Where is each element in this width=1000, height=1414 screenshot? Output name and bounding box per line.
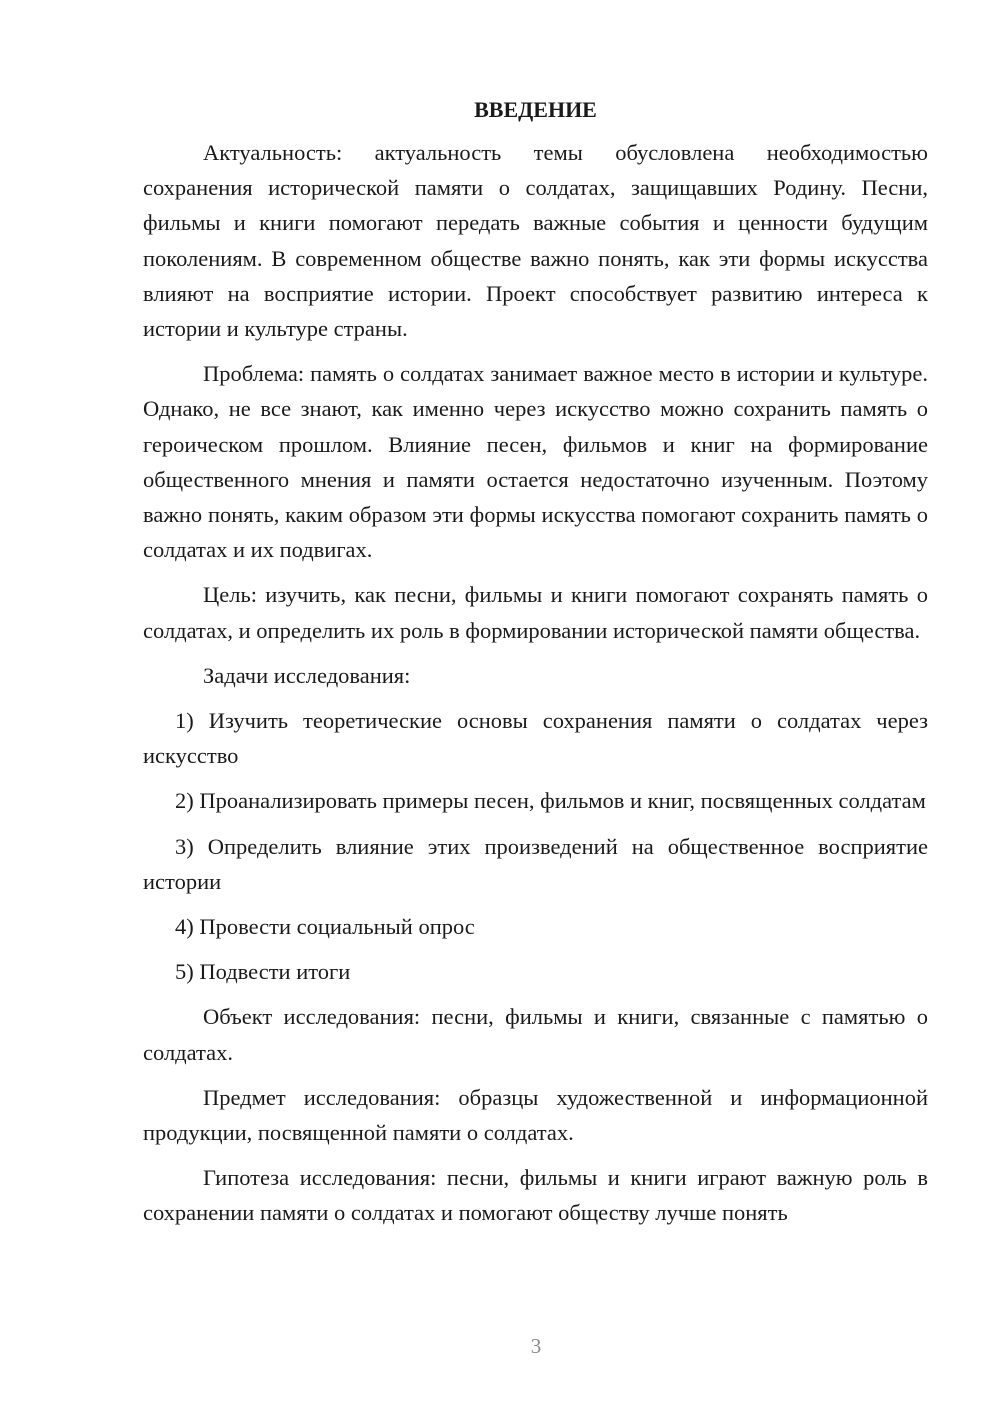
task-item: 4) Провести социальный опрос bbox=[175, 914, 475, 940]
paragraph-problem: Проблема: память о солдатах занимает важное место в истории и культуре. Однако, не все знают, как именно через искусство можно сохранить память о героическом прошлом. Влияние песен, фильмов и книг на формирование общественного мнения и памяти остается недостаточно изученным. Поэтому важно понять, каким образом эти формы искусства помогают сохранить память о солдатах и их подвигах. bbox=[143, 361, 928, 563]
paragraph-tasks-heading: Задачи исследования: bbox=[203, 662, 411, 688]
paragraph-goal: Цель: изучить, как песни, фильмы и книги помогают сохранять память о солдатах, и определить их роль в формировании исторической памяти общества. bbox=[143, 582, 928, 643]
task-item: 3) Определить влияние этих произведений на общественное восприятие истории bbox=[143, 833, 928, 894]
page-content bbox=[143, 95, 928, 1231]
paragraph-relevance: Актуальность: актуальность темы обусловлена необходимостью сохранения исторической памяти о солдатах, защищавших Родину. Песни, фильмы и книги помогают передать важные события и ценности будущим поколениям. В современном обществе важно понять, как эти формы искусства влияют на восприятие истории. Проект способствует развитию интереса к истории и культуре страны. bbox=[143, 140, 928, 342]
paragraph-hypothesis: Гипотеза исследования: песни, фильмы и книги играют важную роль в сохранении памяти о солдатах и помогают обществу лучше понять bbox=[143, 1165, 928, 1226]
task-item: 2) Проанализировать примеры песен, фильмов и книг, посвященных солдатам bbox=[175, 788, 926, 814]
paragraph-subject: Предмет исследования: образцы художественной и информационной продукции, посвященной памяти о солдатах. bbox=[143, 1084, 928, 1146]
paragraph-object: Объект исследования: песни, фильмы и книги, связанные с памятью о солдатах. bbox=[143, 1004, 928, 1065]
page-number: 3 bbox=[530, 1334, 542, 1358]
task-item: 5) Подвести итоги bbox=[175, 959, 351, 985]
task-item: 1) Изучить теоретические основы сохранения памяти о солдатах через искусство bbox=[143, 708, 928, 769]
page-title: ВВЕДЕНИЕ bbox=[474, 97, 597, 122]
